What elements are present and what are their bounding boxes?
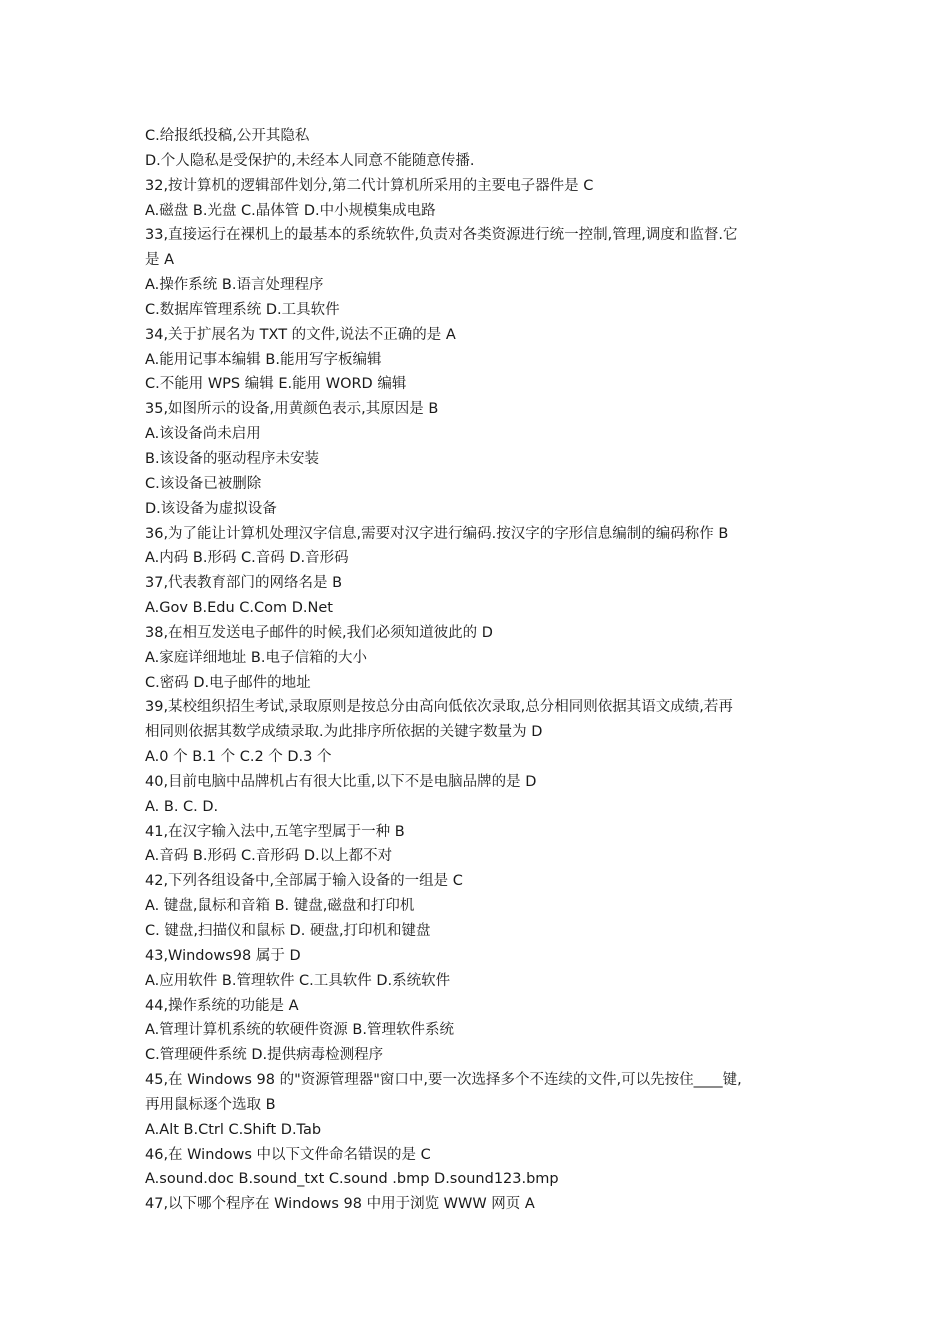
options-33: A.操作系统 B.语言处理程序	[145, 277, 324, 294]
question-46: 46,在 Windows 中以下文件命名错误的是 C	[145, 1146, 431, 1163]
question-42: 42,下列各组设备中,全部属于输入设备的一组是 C	[145, 873, 463, 890]
question-34: 34,关于扩展名为 TXT 的文件,说法不正确的是 A	[145, 326, 456, 343]
question-35: 35,如图所示的设备,用黄颜色表示,其原因是 B	[145, 401, 439, 418]
options-42: C. 键盘,扫描仪和鼠标 D. 硬盘,打印机和键盘	[145, 923, 431, 939]
text-line: D.个人隐私是受保护的,未经本人同意不能随意传播.	[145, 152, 475, 169]
question-33: 33,直接运行在裸机上的最基本的系统软件,负责对各类资源进行统一控制,管理,调度和监督.它	[145, 227, 738, 244]
options-40: A. B. C. D.	[145, 798, 219, 815]
question-39: 39,某校组织招生考试,录取原则是按总分由高向低依次录取,总分相同则依据其语文成绩,若再	[145, 699, 733, 716]
question-38: 38,在相互发送电子邮件的时候,我们必须知道彼此的 D	[145, 624, 493, 641]
options-43: A.应用软件 B.管理软件 C.工具软件 D.系统软件	[145, 972, 451, 989]
question-44: 44,操作系统的功能是 A	[145, 997, 299, 1014]
options-34: C.不能用 WPS 编辑 E.能用 WORD 编辑	[145, 376, 407, 393]
options-34: A.能用记事本编辑 B.能用写字板编辑	[145, 351, 382, 368]
options-38: A.家庭详细地址 B.电子信箱的大小	[145, 649, 367, 666]
document-body	[145, 124, 810, 1217]
options-37: A.Gov B.Edu C.Com D.Net	[145, 600, 333, 617]
options-35: C.该设备已被删除	[145, 475, 262, 492]
options-41: A.音码 B.形码 C.音形码 D.以上都不对	[145, 848, 393, 865]
text-line: C.给报纸投稿,公开其隐私	[145, 128, 310, 144]
options-32: A.磁盘 B.光盘 C.晶体管 D.中小规模集成电路	[145, 202, 436, 219]
question-37: 37,代表教育部门的网络名是 B	[145, 575, 343, 592]
question-32: 32,按计算机的逻辑部件划分,第二代计算机所采用的主要电子器件是 C	[145, 177, 594, 194]
question-45-cont: 再用鼠标逐个选取 B	[145, 1096, 276, 1113]
options-36: A.内码 B.形码 C.音码 D.音形码	[145, 550, 349, 567]
question-36: 36,为了能让计算机处理汉字信息,需要对汉字进行编码.按汉字的字形信息编制的编码称作 B	[145, 525, 729, 542]
question-41: 41,在汉字输入法中,五笔字型属于一种 B	[145, 823, 405, 840]
question-43: 43,Windows98 属于 D	[145, 947, 301, 964]
options-35: B.该设备的驱动程序未安装	[145, 450, 320, 467]
question-47: 47,以下哪个程序在 Windows 98 中用于浏览 WWW 网页 A	[145, 1196, 535, 1213]
question-39-cont: 相同则依据其数学成绩录取.为此排序所依据的关键字数量为 D	[145, 724, 543, 741]
options-42: A. 键盘,鼠标和音箱 B. 键盘,磁盘和打印机	[145, 898, 415, 915]
options-39: A.0 个 B.1 个 C.2 个 D.3 个	[145, 749, 332, 766]
options-35: D.该设备为虚拟设备	[145, 500, 277, 517]
question-45: 45,在 Windows 98 的"资源管理器"窗口中,要一次选择多个不连续的文件,可以先按住____键,	[145, 1072, 742, 1089]
options-44: C.管理硬件系统 D.提供病毒检测程序	[145, 1047, 384, 1064]
options-33: C.数据库管理系统 D.工具软件	[145, 301, 340, 318]
options-38: C.密码 D.电子邮件的地址	[145, 674, 311, 691]
options-44: A.管理计算机系统的软硬件资源 B.管理软件系统	[145, 1022, 454, 1039]
options-35: A.该设备尚未启用	[145, 426, 261, 443]
options-46: A.sound.doc B.sound_txt C.sound .bmp D.sound123.bmp	[145, 1171, 559, 1188]
question-33-cont: 是 A	[145, 252, 175, 269]
options-45: A.Alt B.Ctrl C.Shift D.Tab	[145, 1121, 322, 1138]
question-40: 40,目前电脑中品牌机占有很大比重,以下不是电脑品牌的是 D	[145, 773, 537, 790]
